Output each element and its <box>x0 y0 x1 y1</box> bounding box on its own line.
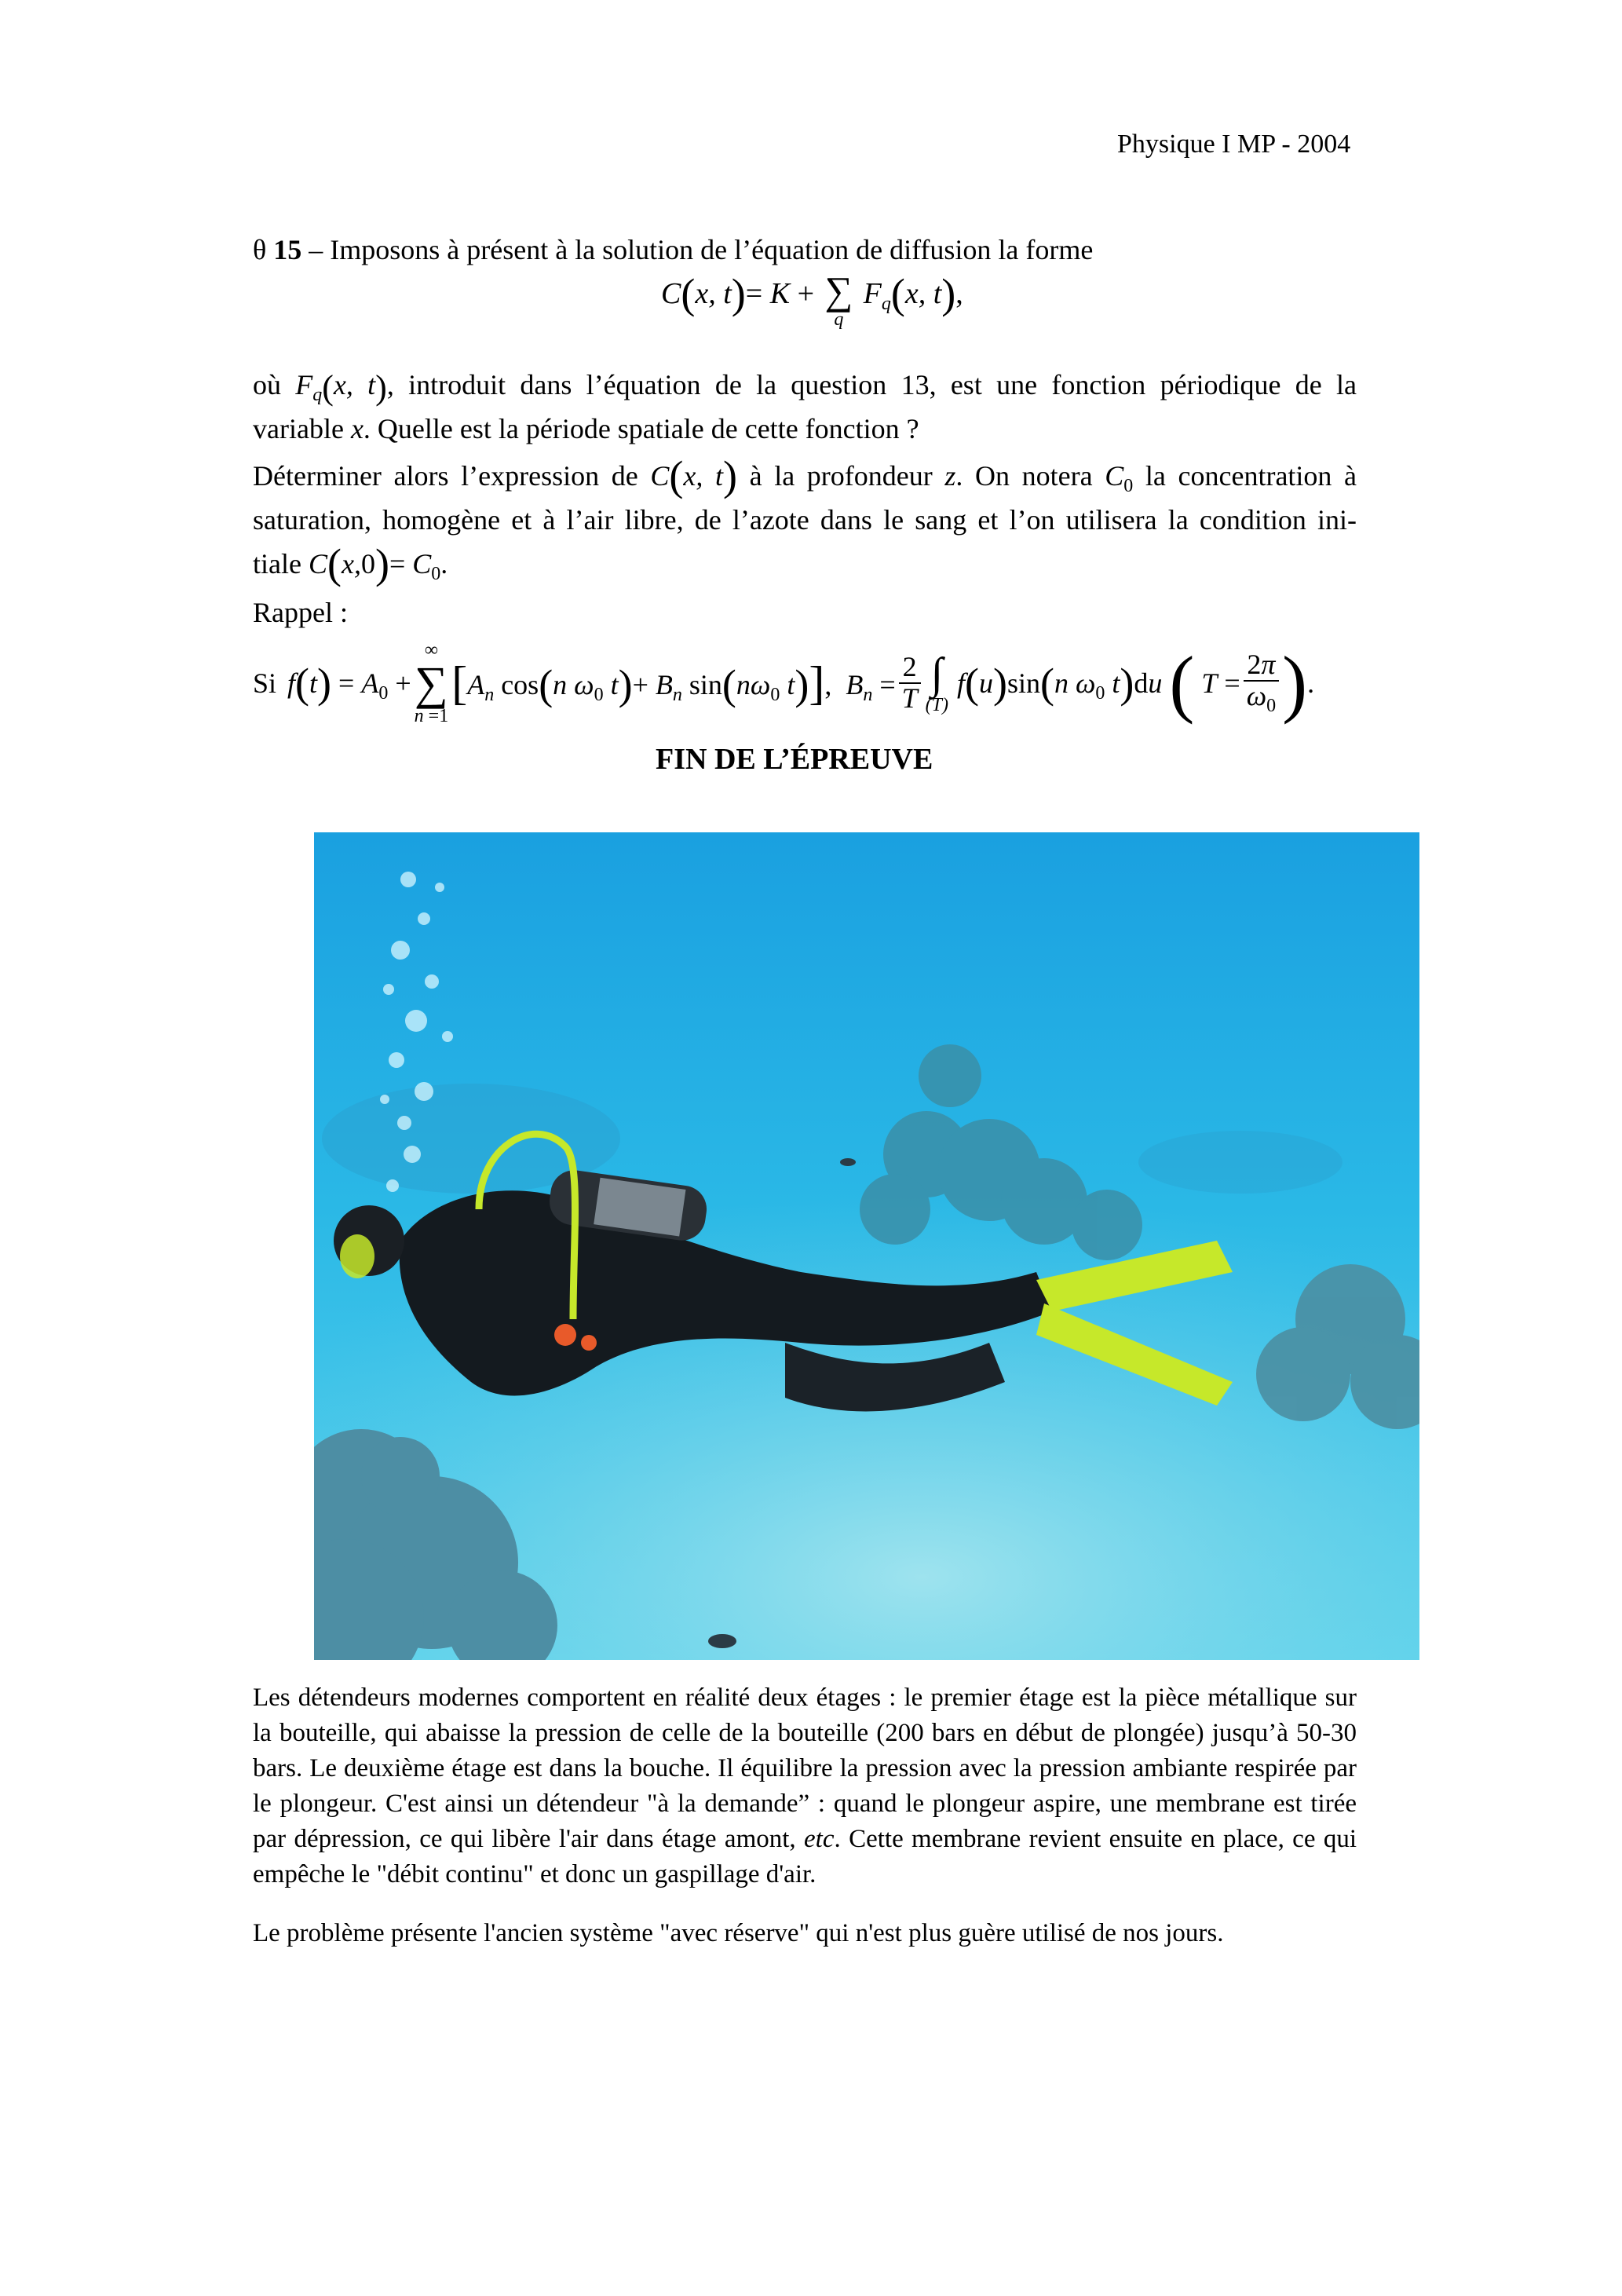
caption-text-end: . Cette membrane revient ensuite en place, ce qui empêche le "débit continu" et donc un gaspillage d'air. <box>253 1825 1357 1888</box>
text-on-notera: . On notera <box>955 460 1093 492</box>
math-c0: $C_0$ <box>1105 460 1134 496</box>
word-si: Si <box>253 667 277 699</box>
end-of-exam-title: FIN DE L’ÉPREUVE <box>656 743 933 776</box>
caption-etc: etc <box>804 1825 835 1853</box>
paragraph-period-line <box>253 407 919 451</box>
question-intro-text: – Imposons à présent à la solution de l’équation de diffusion la forme <box>309 234 1094 265</box>
math-initial-condition: $C(x,0)= C_0$. <box>308 540 448 587</box>
math-f-of-t: $f(t) = A_0$ + <box>287 660 411 707</box>
paragraph-saturation-line <box>253 498 1357 542</box>
math-cxt: C(x, t) <box>650 452 737 499</box>
text-tiale: tiale <box>253 548 301 579</box>
fourier-formula: Si $f(t) = A_0$ + ∞ ∑ n =1 [$A_n$ cos(n $\omega_0$ $t)+ B_n$ $\sin(n\omega_0$ t)], $B_n$ = $\frac{2}{T}$ ∫ (T) f(u)sin(n $\omega_0$ t)du ( T = $\frac{2\pi}{\omega_0}$ ) . <box>253 640 1315 726</box>
question-number: 15 <box>273 234 302 265</box>
rappel-label: Rappel : <box>253 597 348 628</box>
text-concentration: la concentration à <box>1145 460 1357 492</box>
text-period-question: . Quelle est la période spatiale de cette fonction ? <box>363 413 919 444</box>
page-header: Physique I MP - 2004 <box>1117 130 1351 159</box>
var-z: z <box>944 460 956 492</box>
text-after-fq: , introduit dans l’équation de la question 13, est une fonction périodique de la <box>386 369 1357 400</box>
question-marker: θ <box>253 234 267 265</box>
scuba-diver-photo <box>314 832 1419 1660</box>
text-determine: Déterminer alors l’expression de <box>253 460 638 492</box>
caption-text: Les détendeurs modernes comportent en réalité deux étages : le premier étage est la pièce métallique sur la bouteille, qui abaisse la pression de celle de la bouteille (200 bars en début de plongée) jusqu’à 50-30 bars. Le deuxième étage est dans la bouche. Il équilibre la pression avec la pression ambiante respirée par le plongeur. C'est ainsi un détendeur "à la demande” : quand le plongeur aspire, une membrane est tirée par dépression, ce qui libère l'air dans étage amont, <box>253 1684 1357 1853</box>
math-integral: ∫ (T) <box>925 649 948 715</box>
photo-caption-paragraph <box>253 1680 1357 1892</box>
var-x: x <box>350 413 363 444</box>
text-depth: à la profondeur <box>749 460 945 492</box>
math-integrand: f(u)sin(n $\omega_0$ t)du <box>950 660 1170 707</box>
text-saturation: saturation, homogène et à l’air libre, de l’azote dans le sang et l’on utilisera la condition ini- <box>253 504 1357 536</box>
photo-caption-note: Le problème présente l'ancien système "avec réserve" qui n'est plus guère utilisé de nos jours. <box>253 1919 1224 1947</box>
math-sum: ∞ ∑ n =1 <box>414 640 449 726</box>
paren-open: ( <box>1169 641 1195 725</box>
text-variable: variable <box>253 413 351 444</box>
math-period: T = <box>1194 667 1240 699</box>
math-frac-2pi-omega: $\frac{2\pi}{\omega_0}$ <box>1244 650 1279 716</box>
equation-solution-form: C(x, t)= K + ∑ q $F_q(x$, t), <box>661 269 963 330</box>
question-intro <box>253 228 1093 272</box>
paren-close: ) <box>1282 641 1308 725</box>
math-fq: $F_q(x$, t) <box>295 368 387 407</box>
paragraph-initial-condition <box>253 542 448 596</box>
math-series-term: [$A_n$ cos(n $\omega_0$ $t)+ B_n$ $\sin(n\omega_0$ t)], $B_n$ = <box>451 657 896 709</box>
word-ou: où <box>253 369 281 400</box>
math-frac-2-over-t: $\frac{2}{T}$ <box>899 653 921 714</box>
